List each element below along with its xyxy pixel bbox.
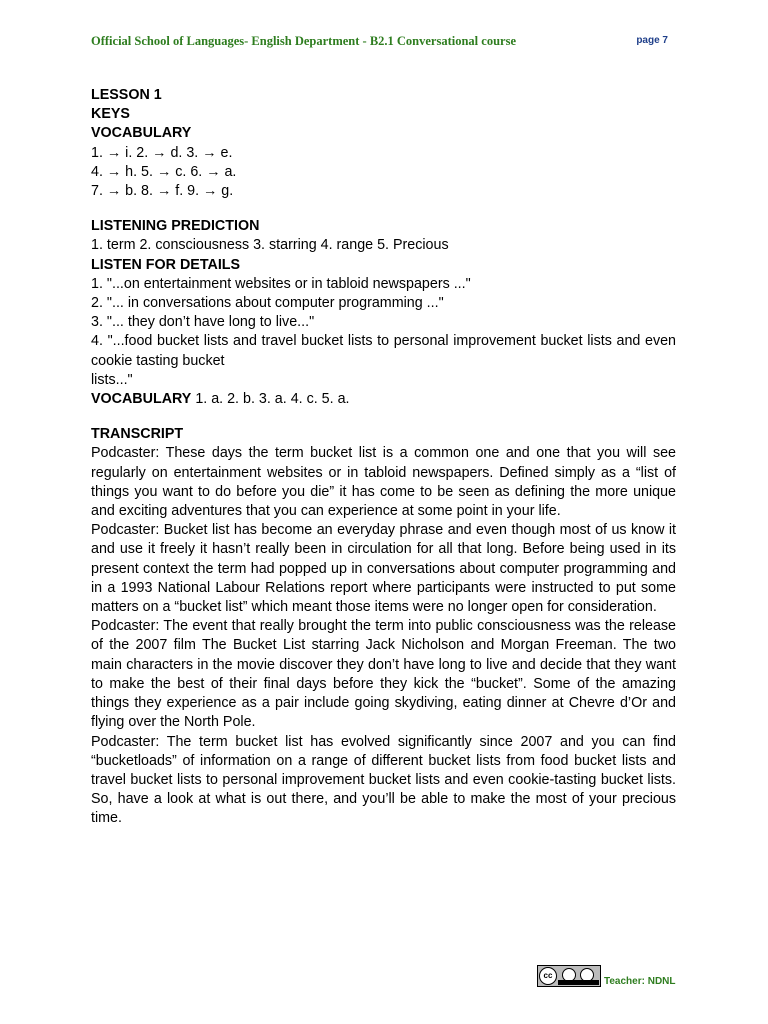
vocabulary-2-heading: VOCABULARY: [91, 391, 192, 408]
details-line: 1. "...on entertainment websites or in tabloid newspapers ...": [91, 275, 471, 292]
section-spacer: [91, 409, 676, 425]
page-footer: [537, 965, 677, 989]
transcript-paragraph: Podcaster: These days the term bucket list is a common one and one that you will see regularly on entertainment websites or in tabloid newspapers. Defined simply as a “list of things you want to do before you die” it has come to be seen as defining the more unique and exciting adventures that you can experience at some point in your life.: [91, 445, 676, 520]
listening-prediction-answers: 1. term 2. consciousness 3. starring 4. range 5. Precious: [91, 237, 449, 254]
section-spacer: [91, 201, 676, 217]
transcript-paragraph: Podcaster: Bucket list has become an everyday phrase and even though most of us know it and use it freely it hasn’t really been in circulation for all that long. Before being used in its present context the term had popped up in conversations about computer programming and in a 1993 National Labour Relations report where participants were instructed to put some matters on a “bucket list” which meant those items were no longer open for consideration.: [91, 522, 676, 616]
vocabulary-line: 7. → b. 8. → f. 9. → g.: [91, 183, 234, 200]
teacher-credit: Teacher: NDNL: [604, 976, 676, 987]
transcript-paragraph: Podcaster: The event that really brought the term into public consciousness was the release of the 2007 film The Bucket List starring Jack Nicholson and Morgan Freeman. The two main characters in the movie discover they don’t have long to live and decide that they want to make the best of their final days before they kick the “bucket”. Some of the amazing things they experience as a pair include going skydiving, eating dinner at Chevre d’Or and flying over the North Pole.: [91, 618, 676, 731]
transcript-paragraph: Podcaster: The term bucket list has evolved significantly since 2007 and you can find “bucketloads” of information on a range of different bucket lists from food bucket lists and travel bucket lists to personal improvement bucket lists and even cookie-tasting bucket lists. So, have a look at what is out there, and you’ll be able to make the most of your precious time.: [91, 733, 676, 827]
page-number: page 7: [636, 35, 668, 46]
lesson-subtitle: KEYS: [91, 106, 130, 123]
vocabulary-2-answers: 1. a. 2. b. 3. a. 4. c. 5. a.: [191, 391, 350, 408]
vocabulary-heading: VOCABULARY: [91, 125, 192, 142]
creative-commons-by-nc-icon: [537, 965, 601, 987]
transcript-heading: TRANSCRIPT: [91, 426, 184, 443]
listen-for-details-heading: LISTEN FOR DETAILS: [91, 256, 241, 273]
page-header: [91, 34, 668, 52]
details-line: 3. "... they don’t have long to live...": [91, 314, 315, 331]
details-line: 4. "...food bucket lists and travel bucket lists to personal improvement bucket lists and even cookie tasting bucket: [91, 333, 676, 369]
vocabulary-2-line: [91, 390, 676, 409]
cc-letters: cc: [539, 967, 557, 985]
details-line: lists...": [91, 371, 133, 388]
details-line: 2. "... in conversations about computer programming ...": [91, 295, 444, 312]
document-body: [91, 86, 676, 829]
listening-prediction-heading: LISTENING PREDICTION: [91, 218, 260, 235]
header-title: Official School of Languages- English Department - B2.1 Conversational course: [91, 34, 516, 48]
license-strip: [558, 980, 599, 985]
vocabulary-line: 1. → i. 2. → d. 3. → e.: [91, 144, 233, 161]
vocabulary-line: 4. → h. 5. → c. 6. → a.: [91, 163, 237, 180]
lesson-title: LESSON 1: [91, 87, 162, 103]
